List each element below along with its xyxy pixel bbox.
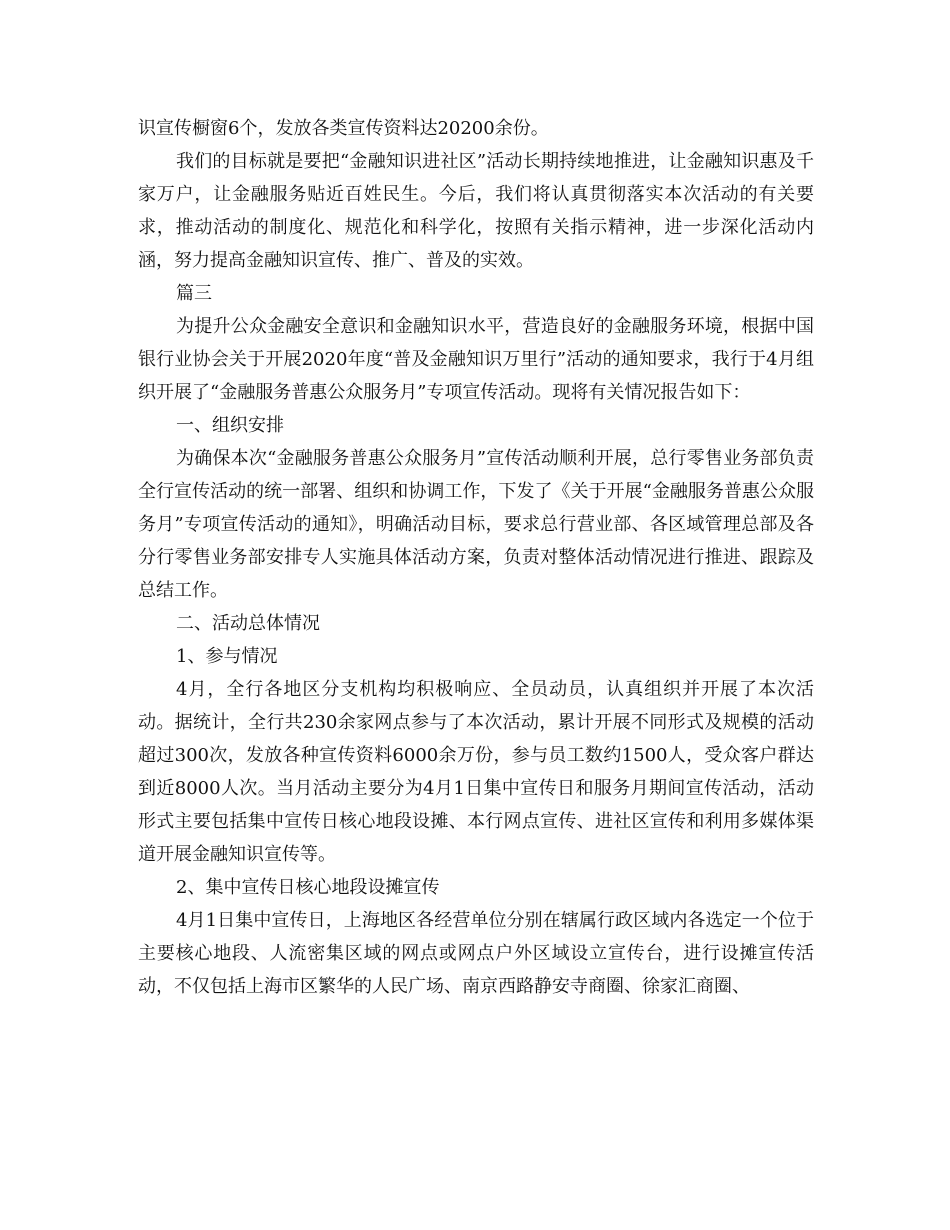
paragraph-organization: 为确保本次“金融服务普惠公众服务月”宣传活动顺利开展，总行零售业务部负责全行宣传活动的统一部署、组织和协调工作，下发了《关于开展“金融服务普惠公众服务月”专项宣传活动的通知》，明确活动目标，要求总行营业部、各区域管理总部及各分行零售业务部安排专人实施具体活动方案，负责对整体活动情况进行推进、跟踪及总结工作。 — [138, 448, 814, 601]
paragraph-goal: 我们的目标就是要把“金融知识进社区”活动长期持续地推进，让金融知识惠及千家万户，让金融服务贴近百姓民生。今后，我们将认真贯彻落实本次活动的有关要求，推动活动的制度化、规范化和科学化，按照有关指示精神，进一步深化活动内涵，努力提高金融知识宣传、推广、普及的实效。 — [138, 151, 814, 271]
heading-organization: 一、组织安排 — [176, 415, 284, 436]
paragraph-participation: 4月，全行各地区分支机构均积极响应、全员动员，认真组织并开展了本次活动。据统计，全行共230余家网点参与了本次活动，累计开展不同形式及规模的活动超过300次，发放各种宣传资料6000余万份，参与员工数约1500人，受众客户群达到近8000人次。当月活动主要分为4月1日集中宣传日和服务月期间宣传活动，活动形式主要包括集中宣传日核心地段设摊、本行网点宣传、进社区宣传和利用多媒体渠道开展金融知识宣传等。 — [138, 679, 814, 865]
paragraph-continuation: 识宣传橱窗6个，发放各类宣传资料达20200余份。 — [138, 118, 549, 139]
paragraph-core-stalls: 4月1日集中宣传日，上海地区各经营单位分别在辖属行政区域内各选定一个位于主要核心地段、人流密集区域的网点或网点户外区域设立宣传台，进行设摊宣传活动，不仅包括上海市区繁华的人民广场、南京西路静安寺商圈、徐家汇商圈、 — [138, 910, 814, 997]
subheading-participation: 1、参与情况 — [176, 646, 278, 667]
heading-overall: 二、活动总体情况 — [176, 613, 320, 634]
section-heading-part-three: 篇三 — [176, 283, 212, 304]
paragraph-intro: 为提升公众金融安全意识和金融知识水平，营造良好的金融服务环境，根据中国银行业协会关于开展2020年度“普及金融知识万里行”活动的通知要求，我行于4月组织开展了“金融服务普惠公众服务月”专项宣传活动。现将有关情况报告如下： — [138, 316, 814, 403]
document-body — [138, 112, 814, 1003]
subheading-core-stalls: 2、集中宣传日核心地段设摊宣传 — [176, 877, 440, 898]
